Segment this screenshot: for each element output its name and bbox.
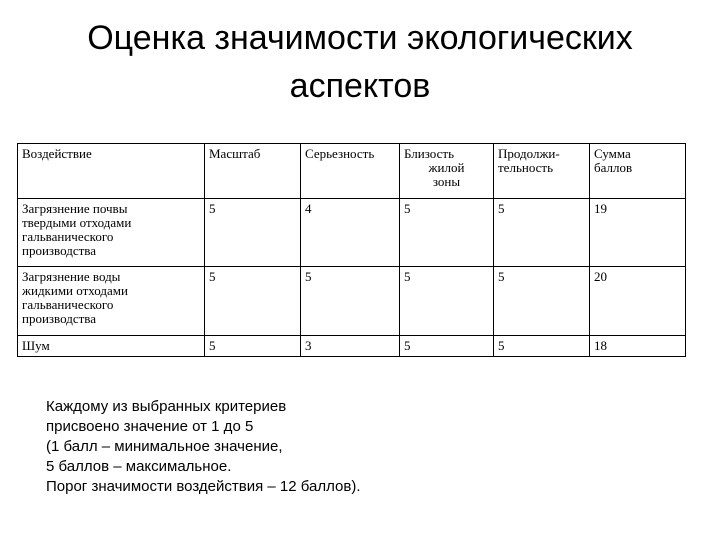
title-line-2: аспектов (289, 67, 431, 105)
impact-line: жидкими отходами (22, 283, 128, 298)
header-total (590, 144, 686, 199)
cell-proximity: 5 (400, 199, 494, 267)
table-row (18, 199, 686, 267)
cell-severity: 3 (301, 336, 400, 357)
header-proximity-line-2: жилой (428, 160, 465, 175)
cell-impact (18, 199, 205, 267)
aspects-table (17, 143, 686, 357)
cell-scale: 5 (205, 336, 301, 357)
cell-scale: 5 (205, 267, 301, 336)
cell-total: 19 (590, 199, 686, 267)
table-header-row (18, 144, 686, 199)
impact-line: твердыми отходами (22, 215, 132, 230)
header-duration-line-2: тельность (498, 160, 554, 175)
header-proximity-line-3: зоны (432, 174, 461, 189)
impact-line: производства (22, 311, 97, 326)
header-duration-line-1: Продолжи- (498, 146, 560, 161)
note-line: Порог значимости воздействия – 12 баллов). (46, 478, 361, 495)
cell-severity: 5 (301, 267, 400, 336)
header-scale: Масштаб (205, 144, 301, 199)
title-line-1: Оценка значимости экологических (87, 19, 633, 57)
note-line: (1 балл – минимальное значение, (46, 438, 283, 455)
cell-proximity: 5 (400, 336, 494, 357)
cell-impact (18, 267, 205, 336)
table-row (18, 336, 686, 357)
header-total-line-1: Сумма (594, 146, 631, 161)
header-proximity-line-1: Близость (404, 146, 455, 161)
cell-proximity: 5 (400, 267, 494, 336)
note-line: Каждому из выбранных критериев (46, 398, 287, 415)
header-proximity (400, 144, 494, 199)
note-line: 5 баллов – максимальное. (46, 458, 232, 475)
header-impact: Воздействие (18, 144, 205, 199)
cell-duration: 5 (494, 199, 590, 267)
impact-line: Шум (22, 338, 50, 353)
cell-total: 18 (590, 336, 686, 357)
note-line: присвоено значение от 1 до 5 (46, 418, 254, 435)
cell-impact (18, 336, 205, 357)
impact-line: производства (22, 243, 97, 258)
cell-severity: 4 (301, 199, 400, 267)
slide-title (40, 14, 680, 110)
cell-scale: 5 (205, 199, 301, 267)
table-row (18, 267, 686, 336)
scoring-note (46, 397, 506, 497)
header-total-line-2: баллов (594, 160, 633, 175)
header-severity: Серьезность (301, 144, 400, 199)
impact-line: гальванического (22, 229, 114, 244)
impact-line: гальванического (22, 297, 114, 312)
cell-duration: 5 (494, 336, 590, 357)
impact-line: Загрязнение почвы (22, 201, 128, 216)
cell-total: 20 (590, 267, 686, 336)
impact-line: Загрязнение воды (22, 269, 121, 284)
header-duration (494, 144, 590, 199)
cell-duration: 5 (494, 267, 590, 336)
